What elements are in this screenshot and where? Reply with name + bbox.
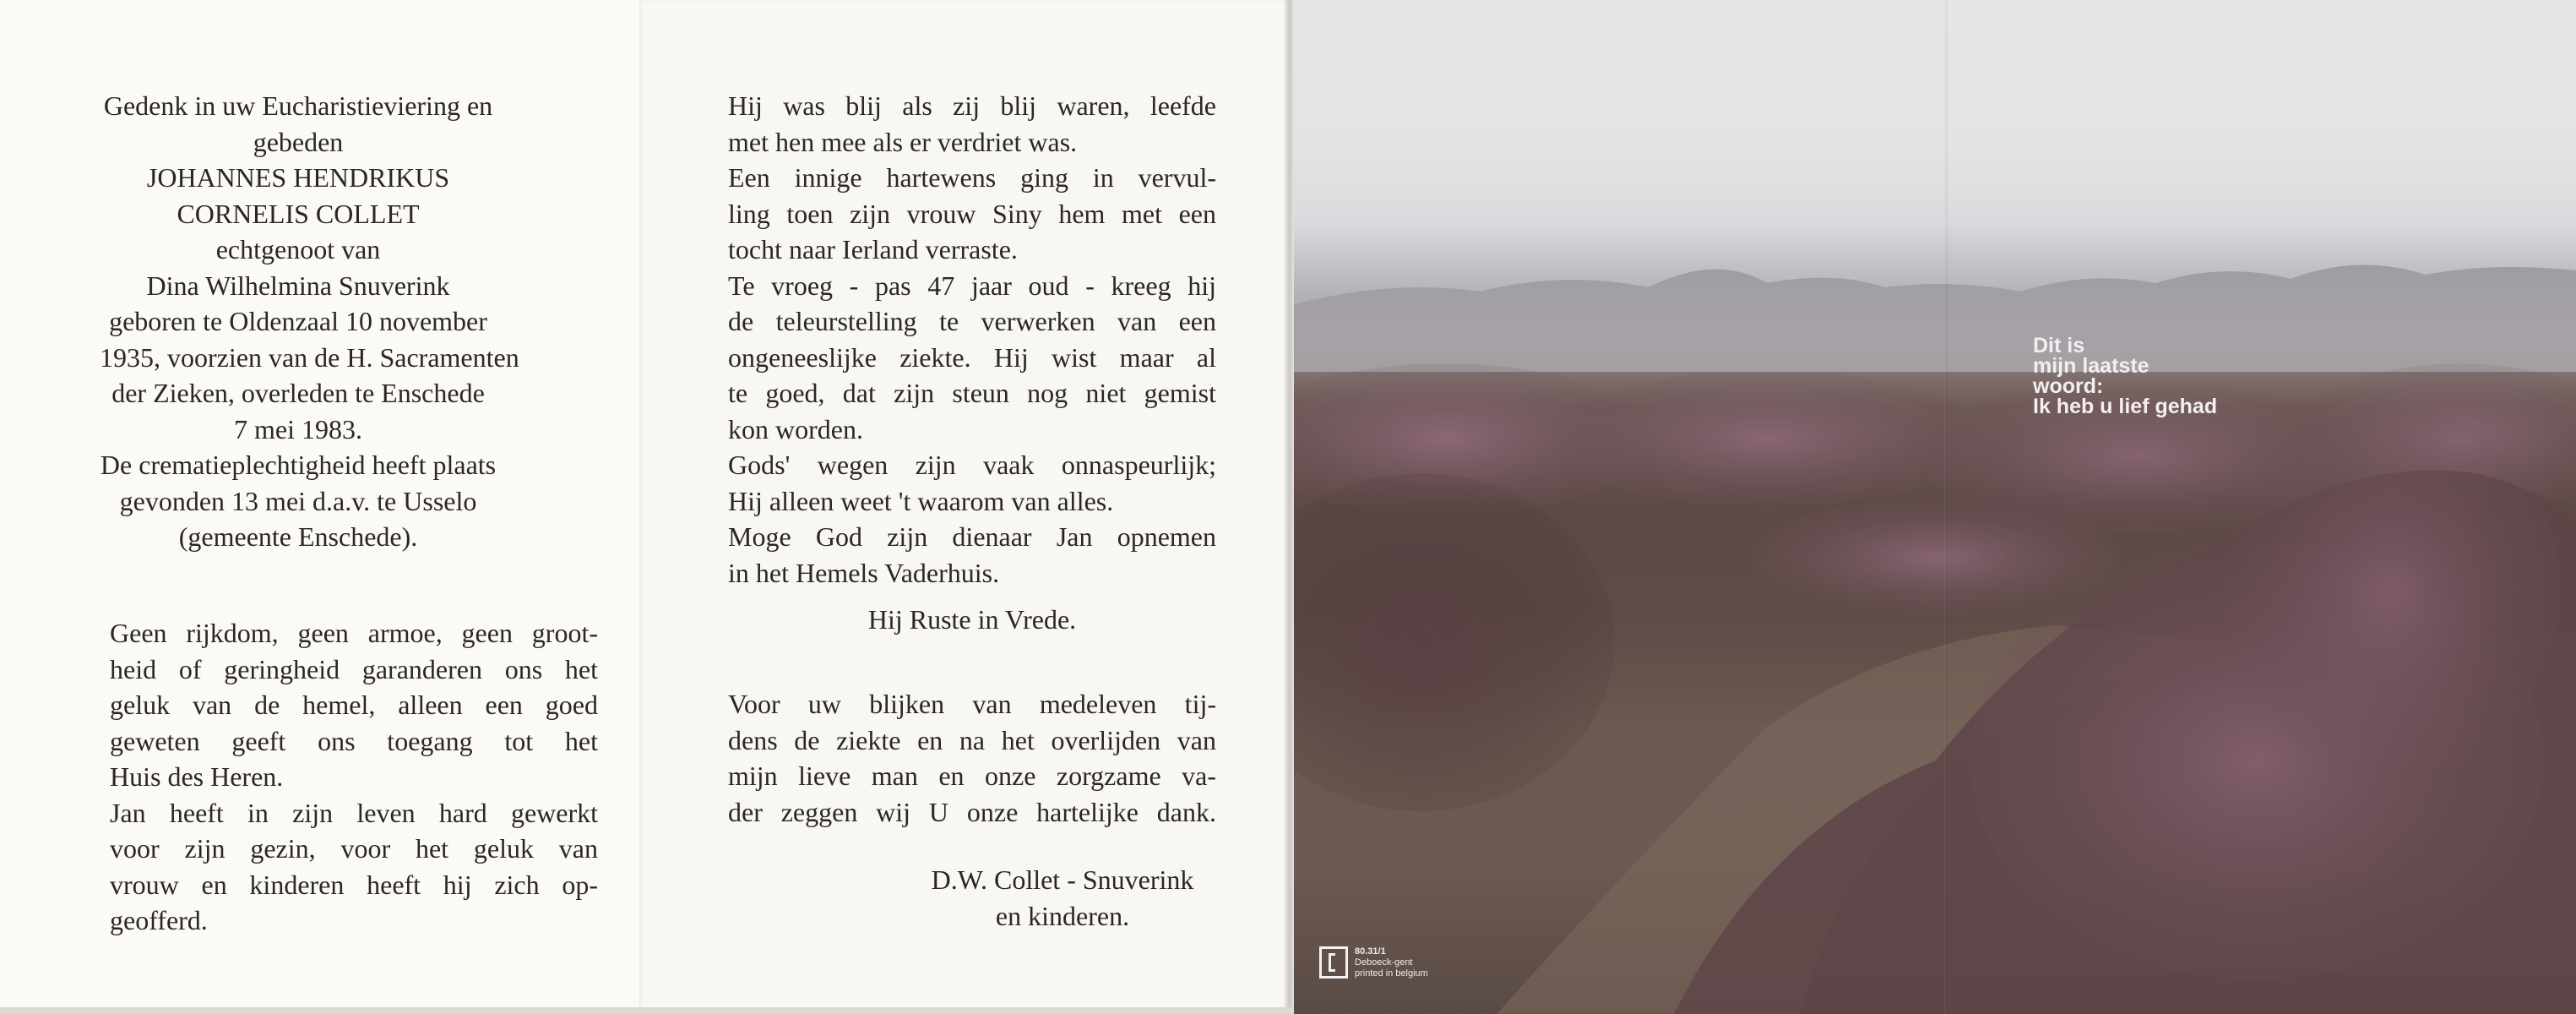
text-line: tocht naar Ierland verraste. <box>728 234 1018 264</box>
publisher-logo-icon <box>1319 946 1348 979</box>
rest-in-peace-text: Hij Ruste in Vrede. <box>867 604 1077 635</box>
sacraments-line: 1935, voorzien van de H. Sacramenten <box>100 341 519 373</box>
card-bottom-edge <box>0 1007 1292 1014</box>
text-line: geofferd. <box>110 905 208 935</box>
text-line: vrouw en kinderen heeft hij zich op- <box>110 869 598 900</box>
caption-line: Dit is <box>2033 334 2085 357</box>
heather-landscape-photo <box>1294 0 2576 1014</box>
text-line: Jan heeft in zijn leven hard gewerkt <box>110 797 598 828</box>
memorial-text-middle <box>728 88 1216 591</box>
cremation-place: (gemeente Enschede). <box>178 521 418 552</box>
photo-fold-line <box>1944 0 1948 1014</box>
text-line: dens de ziekte en na het overlijden van <box>728 724 1216 755</box>
rest-in-peace <box>728 602 1216 638</box>
death-date: 7 mei 1983. <box>234 413 362 444</box>
landscape-illustration <box>1294 0 2576 1014</box>
cremation-line: De crematieplechtigheid heeft plaats <box>100 450 497 480</box>
text-line: in het Hemels Vaderhuis. <box>728 557 1000 588</box>
text-line: Te vroeg - pas 47 jaar oud - kreeg hij <box>728 270 1216 301</box>
photo-caption <box>2033 335 2217 417</box>
spouse-name: Dina Wilhelmina Snuverink <box>146 270 450 301</box>
caption-line: Ik heb u lief gehad <box>2033 395 2218 418</box>
text-line: Gods' wegen zijn vaak onnaspeurlijk; <box>728 450 1216 480</box>
memorial-header <box>100 88 519 555</box>
death-line: der Zieken, overleden te Enschede <box>111 378 485 408</box>
cremation-date: gevonden 13 mei d.a.v. te Usselo <box>119 485 477 516</box>
text-line: de teleurstelling te verwerken van een <box>728 306 1216 336</box>
text-line: Geen rijkdom, geen armoe, geen groot- <box>110 618 598 648</box>
text-line: te goed, dat zijn steun nog niet gemist <box>728 378 1216 408</box>
text-line: Hij was blij als zij blij waren, leefde <box>728 90 1216 121</box>
publisher-country: printed in belgium <box>1355 968 1428 979</box>
publisher-imprint <box>1355 946 1428 979</box>
caption-line: mijn laatste <box>2033 354 2149 378</box>
text-line: ongeneeslijke ziekte. Hij wist maar al <box>728 341 1216 373</box>
header-line-dedication: Gedenk in uw Eucharistieviering en <box>103 90 493 121</box>
birth-line: geboren te Oldenzaal 10 november <box>109 306 487 336</box>
signature-name: D.W. Collet - Snuverink <box>931 864 1194 895</box>
text-line: der zeggen wij U onze hartelijke dank. <box>728 796 1216 827</box>
text-line: mijn lieve man en onze zorgzame va- <box>728 760 1216 791</box>
signature <box>910 862 1215 934</box>
text-line: Moge God zijn dienaar Jan opnemen <box>728 521 1216 552</box>
publisher-code: 80.31/1 <box>1355 946 1386 957</box>
memorial-text-left <box>110 615 598 939</box>
deceased-name-first: JOHANNES HENDRIKUS <box>146 162 450 193</box>
signature-family: en kinderen. <box>995 900 1130 931</box>
publisher-name: Deboeck-gent <box>1355 957 1413 968</box>
text-line: geluk van de hemel, alleen een goed <box>110 690 598 720</box>
card-fold-shadow <box>1284 0 1294 1014</box>
text-line: Hij alleen weet 't waarom van alles. <box>728 485 1114 516</box>
deceased-name-last: CORNELIS COLLET <box>177 198 420 229</box>
text-line: kon worden. <box>728 413 863 444</box>
thanks-text <box>728 686 1216 830</box>
text-line: ling toen zijn vrouw Siny hem met een <box>728 198 1216 229</box>
spouse-label: echtgenoot van <box>215 234 381 264</box>
text-line: met hen mee als er verdriet was. <box>728 126 1078 157</box>
text-line: geweten geeft ons toegang tot het <box>110 725 598 756</box>
text-line: Voor uw blijken van medeleven tij- <box>728 689 1216 719</box>
text-line: heid of geringheid garanderen ons het <box>110 653 598 684</box>
header-line-dedication-cont: gebeden <box>253 126 344 157</box>
text-line: Huis des Heren. <box>110 761 284 792</box>
text-line: Een innige hartewens ging in vervul- <box>728 162 1216 193</box>
caption-line: woord: <box>2033 374 2104 398</box>
text-line: voor zijn gezin, voor het geluk van <box>110 833 598 864</box>
